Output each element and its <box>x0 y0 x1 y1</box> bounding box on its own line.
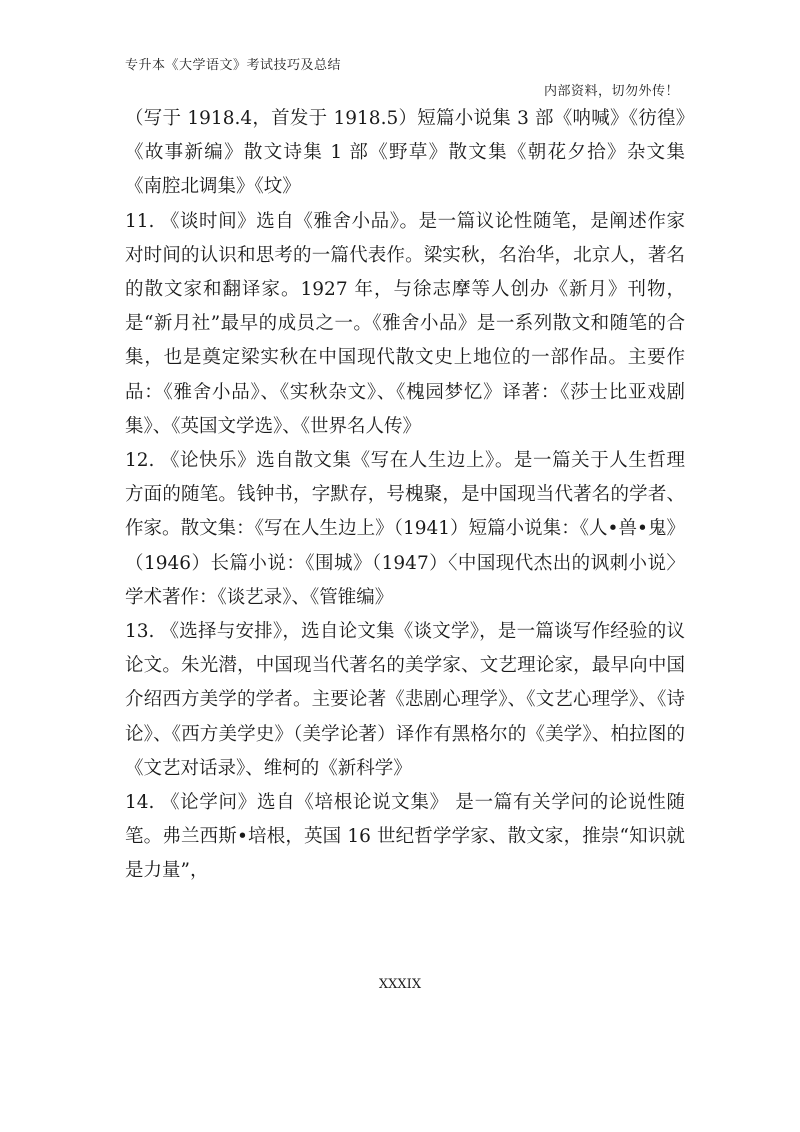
paragraph-lu-xun-works: （写于 1918.4，首发于 1918.5）短篇小说集 3 部《呐喊》《彷徨》《故事新编》散文诗集 1 部《野草》散文集《朝花夕拾》杂文集《南腔北调集》《坟》 <box>125 108 685 198</box>
header-notice: 内部资料，切勿外传！ <box>543 84 679 99</box>
paragraph-13-xuanze-yu-anpai: 13. 《选择与安排》，选自论文集《谈文学》，是一篇谈写作经验的议论文。朱光潜，中国现当代著名的美学家、文艺理论家，最早向中国介绍西方美学的学者。主要论著《悲剧心理学》、《文艺心理学》、《诗论》、《西方美学史》（美学论著）译作有黑格尔的《美学》、柏拉图的《文艺对话录》、维柯的《新科学》 <box>125 621 685 779</box>
paragraph-12-lun-kuaile: 12. 《论快乐》选自散文集《写在人生边上》。是一篇关于人生哲理方面的随笔。钱钟书，字默存，号槐聚，是中国现当代著名的学者、作家。散文集：《写在人生边上》（1941）短篇小说集：《人•兽•鬼》（1946）长篇小说：《围城》（1947）〈中国现代杰出的讽刺小说〉学术著作：《谈艺录》、《管锥编》 <box>125 450 685 608</box>
body-text <box>125 102 685 889</box>
paragraph-11-tan-shijian: 11. 《谈时间》选自《雅舍小品》。是一篇议论性随笔，是阐述作家对时间的认识和思考的一篇代表作。梁实秋，名治华，北京人，著名的散文家和翻译家。1927 年，与徐志摩等人创办《新月》刊物，是“新月社”最早的成员之一。《雅舍小品》是一系列散文和随笔的合集，也是奠定梁实秋在中国现代散文史上地位的一部作品。主要作品：《雅舍小品》、《实秋杂文》、《槐园梦忆》译著：《莎士比亚戏剧集》、《英国文学选》、《世界名人传》 <box>125 210 685 437</box>
header-title: 专升本《大学语文》考试技巧及总结 <box>125 58 342 73</box>
page-number: XXXIX <box>378 977 422 992</box>
paragraph-14-lun-xuewen: 14. 《论学问》选自《培根论说文集》 是一篇有关学问的论说性随笔。弗兰西斯•培根，英国 16 世纪哲学学家、散文家，推崇“知识就是力量”， <box>125 792 685 882</box>
